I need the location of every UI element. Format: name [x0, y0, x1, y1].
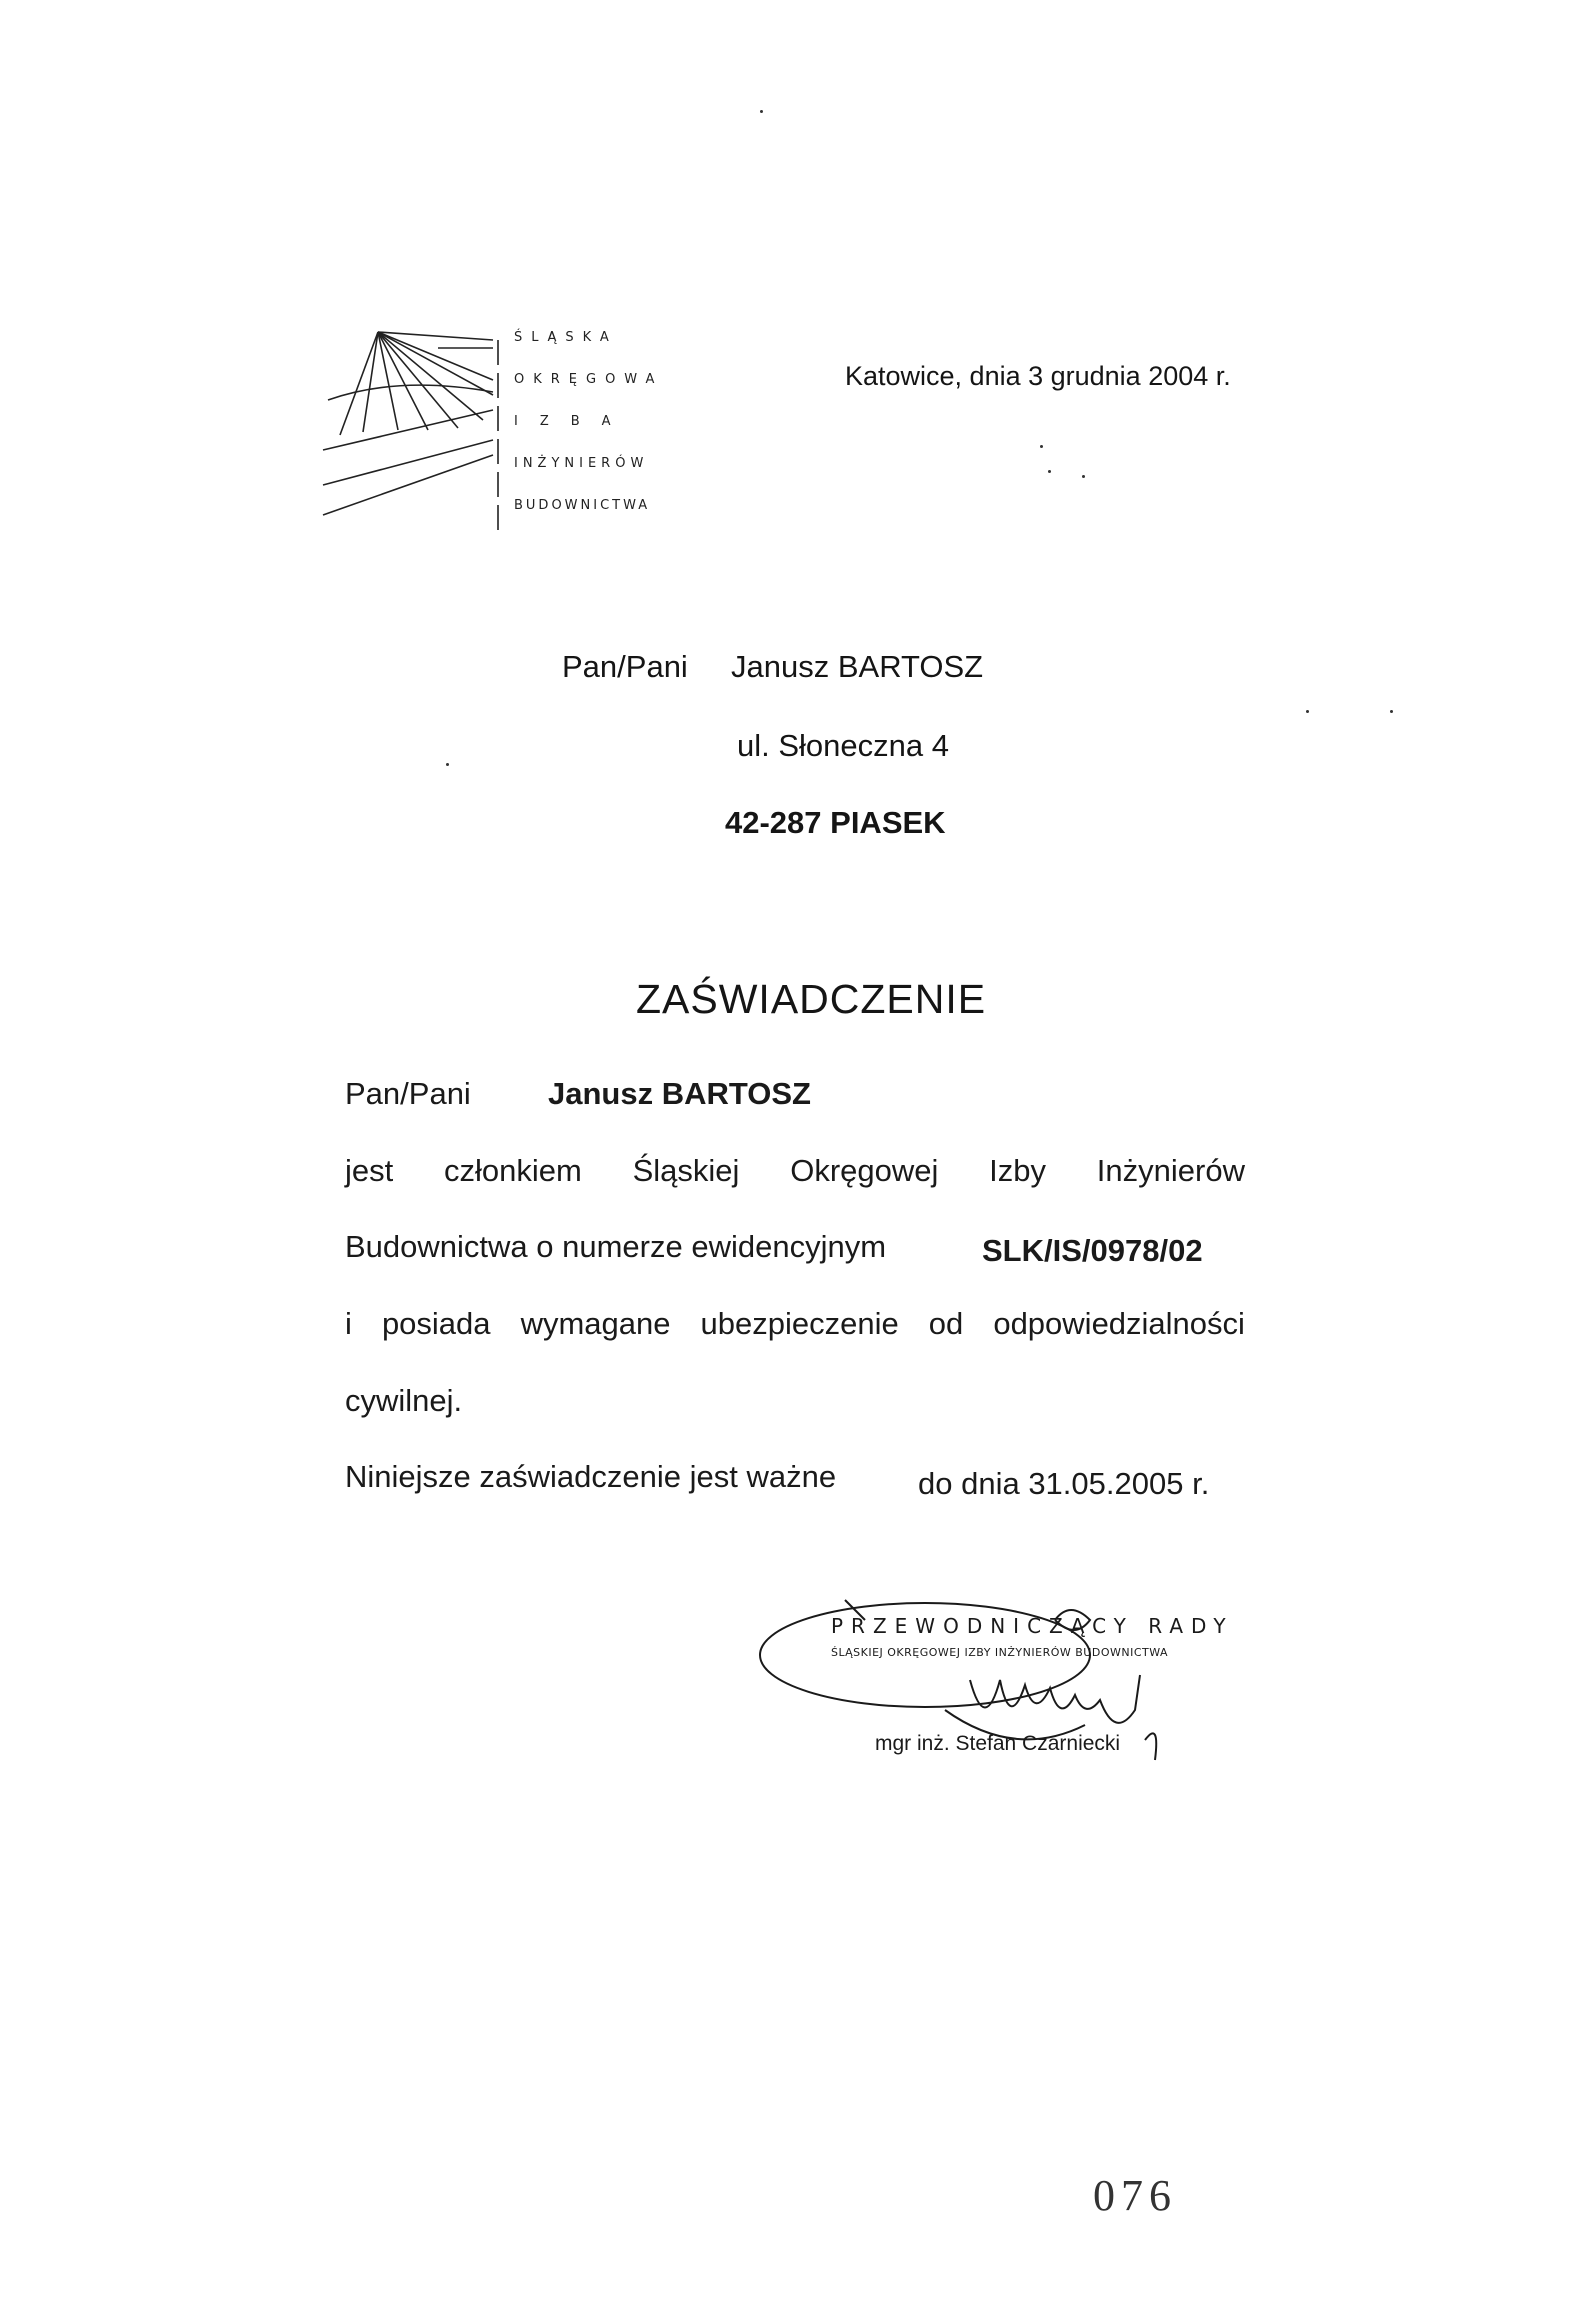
word: Śląskiej — [632, 1153, 740, 1188]
body-line-registry: Budownictwa o numerze ewidencyjnym — [345, 1229, 887, 1264]
page-number: 076 — [1093, 2171, 1177, 2220]
scan-speck — [446, 763, 449, 766]
word: ubezpieczenie — [700, 1306, 899, 1341]
letterhead-line-4: INŻYNIERÓW — [514, 456, 649, 471]
scan-speck — [1082, 475, 1085, 478]
letterhead-line-5: BUDOWNICTWA — [514, 498, 651, 513]
address-city: 42-287 PIASEK — [725, 805, 946, 840]
body-member-name: Janusz BARTOSZ — [548, 1076, 811, 1111]
city-date: Katowice, dnia 3 grudnia 2004 r. — [845, 361, 1231, 391]
word: posiada — [381, 1306, 491, 1341]
signer-name: mgr inż. Stefan Czarniecki — [875, 1732, 1121, 1755]
word: od — [928, 1306, 964, 1341]
document-title: ZAŚWIADCZENIE — [636, 976, 987, 1022]
chamber-emblem-icon — [318, 320, 518, 535]
registration-number: SLK/IS/0978/02 — [982, 1233, 1203, 1268]
word: Okręgowej — [790, 1153, 939, 1188]
letterhead-line-3: IZBA — [514, 414, 633, 429]
word: jest — [345, 1153, 394, 1188]
body-line-insurance — [345, 1306, 1245, 1342]
address-name: Janusz BARTOSZ — [731, 649, 984, 684]
scan-speck — [1306, 710, 1309, 713]
body-salutation: Pan/Pani — [345, 1076, 471, 1111]
address-street: ul. Słoneczna 4 — [737, 728, 949, 763]
body-line-validity: Niniejsze zaświadczenie jest ważne — [345, 1459, 837, 1494]
scan-speck — [1390, 710, 1393, 713]
address-salutation: Pan/Pani — [562, 649, 688, 684]
word: i — [345, 1306, 352, 1341]
chamber-logo — [318, 320, 698, 535]
word: Izby — [989, 1153, 1047, 1188]
letterhead-line-1: ŚLĄSKA — [514, 330, 618, 345]
scan-speck — [760, 110, 763, 113]
word: wymagane — [520, 1306, 671, 1341]
valid-until-date: do dnia 31.05.2005 r. — [918, 1466, 1210, 1501]
signature-stamp — [755, 1560, 1255, 1780]
stamp-title: PRZEWODNICZĄCY RADY — [831, 1614, 1234, 1638]
scan-speck — [1040, 445, 1043, 448]
scan-speck — [1048, 470, 1051, 473]
word: Inżynierów — [1096, 1153, 1245, 1188]
letterhead-line-2: OKRĘGOWA — [514, 372, 664, 387]
stamp-organization: ŚLĄSKIEJ OKRĘGOWEJ IZBY INŻYNIERÓW BUDOWNICTWA — [831, 1646, 1169, 1659]
body-line-membership — [345, 1153, 1245, 1189]
body-line-civil: cywilnej. — [345, 1383, 463, 1418]
word: członkiem — [444, 1153, 582, 1188]
word: odpowiedzialności — [993, 1306, 1245, 1341]
